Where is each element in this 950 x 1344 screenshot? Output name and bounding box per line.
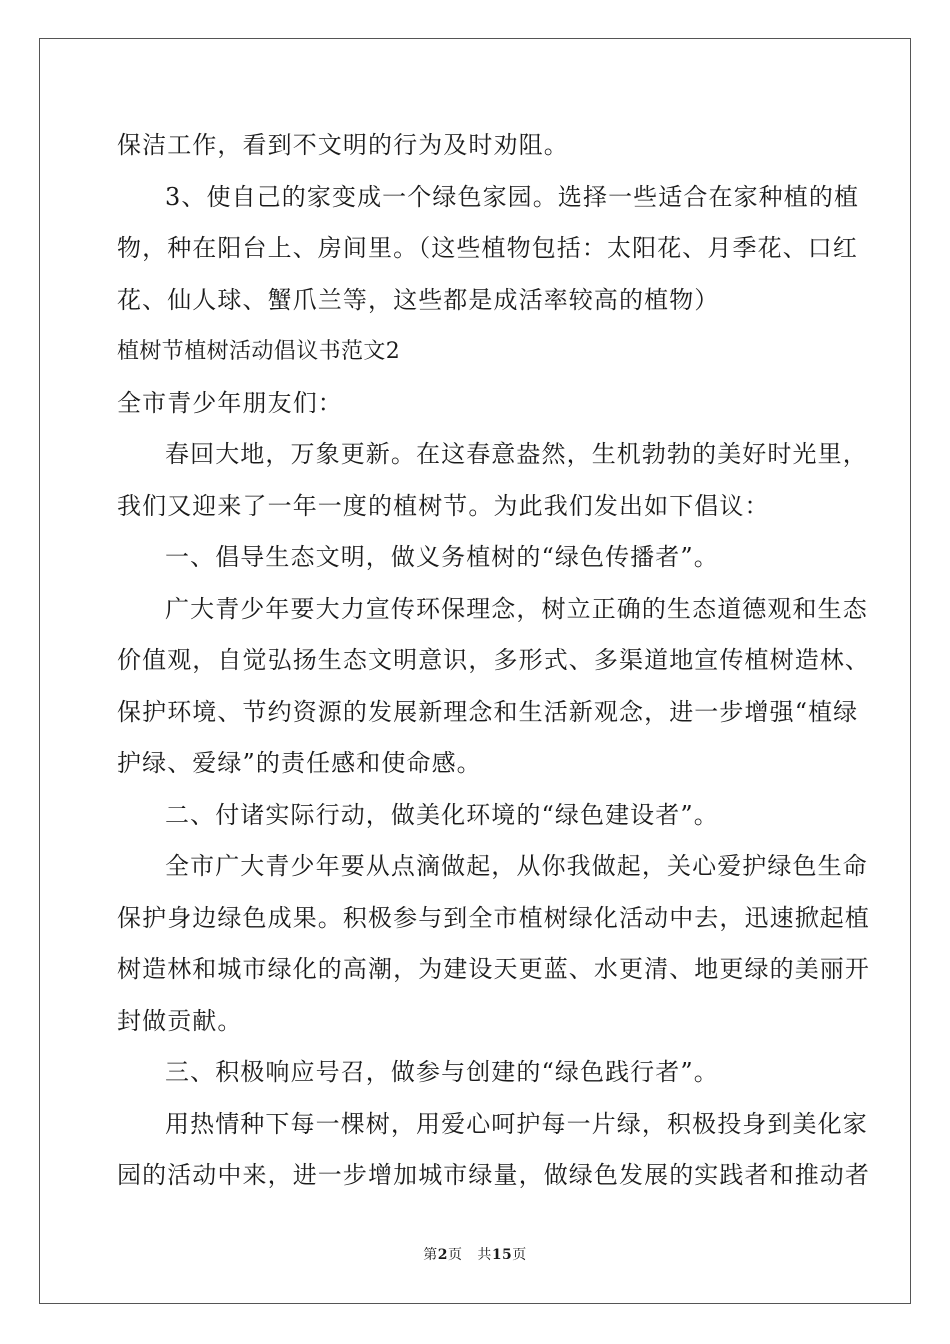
total-prefix: 共 (477, 1247, 492, 1263)
paragraph-line: 封做贡献。 (117, 1006, 243, 1035)
paragraph-line: 保护环境、节约资源的发展新理念和生活新观念，进一步增强“植绿 (117, 697, 859, 726)
paragraph-line: 3、使自己的家变成一个绿色家园。选择一些适合在家种植的植 (165, 182, 860, 211)
paragraph-line: 物，种在阳台上、房间里。（这些植物包括：太阳花、月季花、口红 (117, 234, 858, 262)
proposal-heading: 二、付诸实际行动，做美化环境的“绿色建设者”。 (165, 800, 719, 829)
paragraph-line: 用热情种下每一棵树，用爱心呵护每一片绿，积极投身到美化家 (165, 1109, 868, 1138)
total-pages: 15 (491, 1247, 513, 1263)
paragraph-line: 广大青少年要大力宣传环保理念，树立正确的生态道德观和生态 (165, 594, 868, 623)
paragraph-line: 价值观，自觉弘扬生态文明意识，多形式、多渠道地宣传植树造林、 (117, 646, 870, 674)
total-suffix: 页 (512, 1247, 527, 1263)
page-prefix: 第 (423, 1247, 438, 1263)
paragraph-line: 护绿、爱绿”的责任感和使命感。 (117, 749, 482, 777)
proposal-heading: 三、积极响应号召，做参与创建的“绿色践行者”。 (165, 1058, 719, 1086)
paragraph-line: 花、仙人球、蟹爪兰等，这些都是成活率较高的植物） (117, 285, 720, 314)
paragraph-line: 保护身边绿色成果。积极参与到全市植树绿化活动中去，迅速掀起植 (117, 903, 870, 932)
proposal-heading: 一、倡导生态文明，做义务植树的“绿色传播者”。 (165, 543, 719, 571)
paragraph-line: 春回大地，万象更新。在这春意盎然，生机勃勃的美好时光里， (165, 440, 868, 468)
section-heading: 植树节植树活动倡议书范文2 (117, 339, 401, 364)
document-body (117, 120, 870, 1202)
paragraph-line: 我们又迎来了一年一度的植树节。为此我们发出如下倡议： (117, 491, 770, 520)
page-suffix: 页 (447, 1247, 463, 1263)
paragraph-line: 树造林和城市绿化的高潮，为建设天更蓝、水更清、地更绿的美丽开 (117, 955, 870, 983)
paragraph-line: 园的活动中来，进一步增加城市绿量，做绿色发展的实践者和推动者 (117, 1161, 870, 1189)
paragraph-line: 保洁工作，看到不文明的行为及时劝阻。 (117, 131, 569, 159)
salutation: 全市青少年朋友们： (117, 388, 343, 417)
page-number: 2 (437, 1247, 448, 1263)
page-footer (0, 1244, 950, 1264)
paragraph-line: 全市广大青少年要从点滴做起，从你我做起，关心爱护绿色生命 (165, 852, 868, 880)
